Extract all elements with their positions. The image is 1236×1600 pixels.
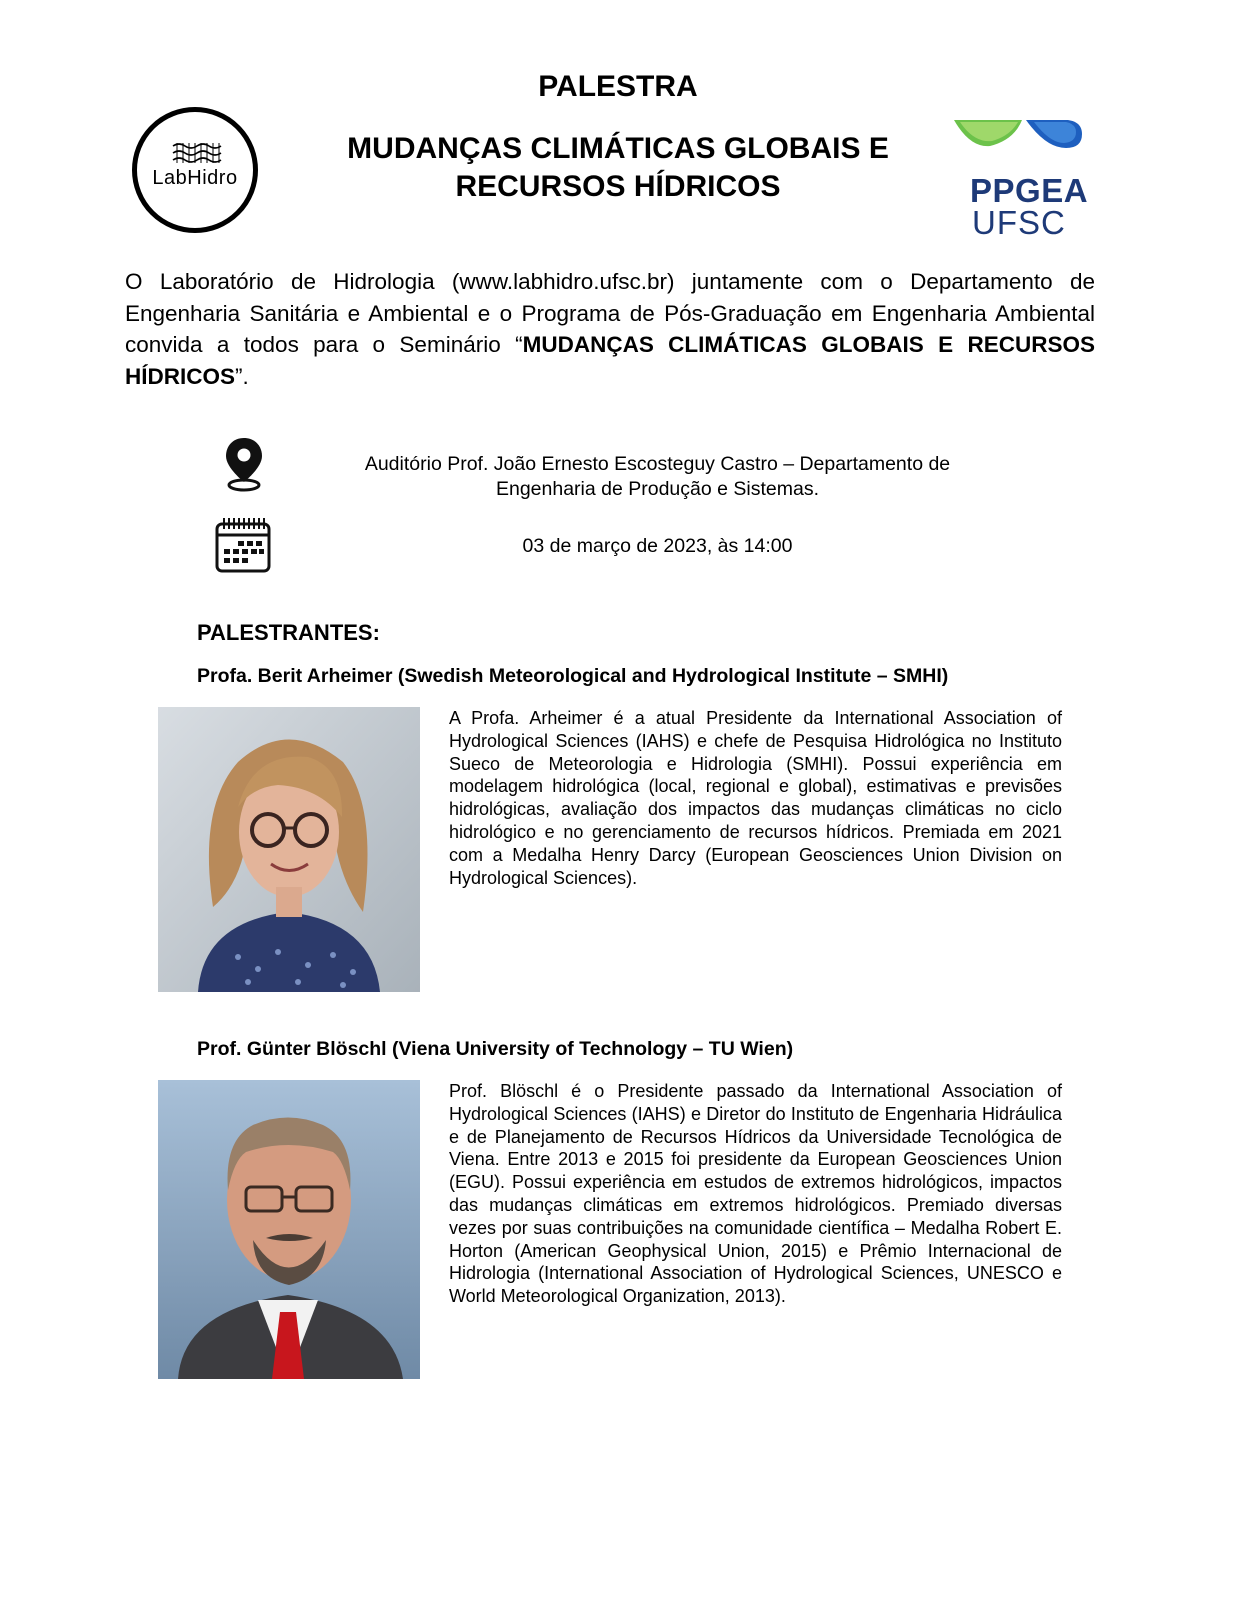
- venue-line-1: Auditório Prof. João Ernesto Escosteguy Castro – Departamento de: [364, 453, 951, 475]
- speaker-bio: Prof. Blöschl é o Presidente passado da International Association of Hydrological Sciences (IAHS) e Diretor do Instituto de Engenharia Hidráulica e de Planejamento de Recursos Hídricos da Universidade Tecnológica de Viena. Entre 2013 e 2015 foi presidente da European Geosciences Union (EGU). Possui experiência em estudos de extremos hidrológicos, impactos das mudanças climáticas em extremos hidrológicos. Premiado diversas vezes por suas contribuições na comunidade científica – Medalha Robert E. Horton (American Geophysical Union, 2015) e Prêmio Internacional de Hidrologia (International Association of Hydrological Sciences, UNESCO e World Meteorological Organization, 2013).: [449, 1081, 1062, 1307]
- ppgea-ufsc-logo: [950, 110, 1100, 240]
- speaker-photo: [158, 1080, 420, 1379]
- intro-seminar-title: MUDANÇAS CLIMÁTICAS GLOBAIS E RECURSOS HÍDRICOS: [125, 332, 1096, 389]
- speaker-bio: A Profa. Arheimer é a atual Presidente da International Association of Hydrological Sciences (IAHS) e chefe de Pesquisa Hidrológica no Instituto Sueco de Meteorologia e Hidrologia (SMHI). Possui experiência em modelagem hidrológica (local, regional e global), estimativas e previsões hidrológicas, avaliação dos impactos das mudanças climáticas no ciclo hidrológico e no gerenciamento de recursos hídricos. Premiada em 2021 com a Medalha Henry Darcy (European Geosciences Union Division on Hydrological Sciences).: [449, 708, 1062, 888]
- venue-line-2: Engenharia de Produção e Sistemas.: [495, 478, 820, 500]
- page-subtitle: [300, 130, 936, 206]
- event-date: 03 de março de 2023, às 14:00: [522, 535, 793, 557]
- leaf-drop-icon: [950, 110, 1100, 170]
- intro-text-end: ”.: [235, 363, 249, 389]
- subtitle-line-1: MUDANÇAS CLIMÁTICAS GLOBAIS E: [347, 132, 889, 165]
- intro-paragraph: [125, 266, 1095, 392]
- ppgea-logo-text: PPGEA: [970, 172, 1089, 209]
- calendar-icon: [214, 516, 272, 574]
- location-pin-icon: [222, 436, 266, 492]
- speaker-name: Prof. Günter Blöschl (Viena University of Technology – TU Wien): [197, 1038, 794, 1060]
- subtitle-line-2: RECURSOS HÍDRICOS: [455, 170, 781, 203]
- event-venue: [300, 452, 1015, 502]
- page-title: PALESTRA: [538, 70, 698, 103]
- wave-grid-icon: [171, 142, 223, 164]
- labhidro-logo: [132, 107, 258, 233]
- ufsc-logo-text: UFSC: [972, 204, 1066, 241]
- speaker-photo: [158, 707, 420, 992]
- intro-text: O Laboratório de Hidrologia (www.labhidro.ufsc.br) juntamente com o Departamento de Engenharia Sanitária e Ambiental e o Programa de Pós-Graduação em Engenharia Ambiental convida a todos para o Seminário “: [125, 269, 1095, 357]
- speakers-heading: PALESTRANTES:: [197, 620, 380, 645]
- labhidro-logo-text: LabHidro: [152, 167, 238, 189]
- speaker-name: Profa. Berit Arheimer (Swedish Meteorological and Hydrological Institute – SMHI): [197, 665, 949, 687]
